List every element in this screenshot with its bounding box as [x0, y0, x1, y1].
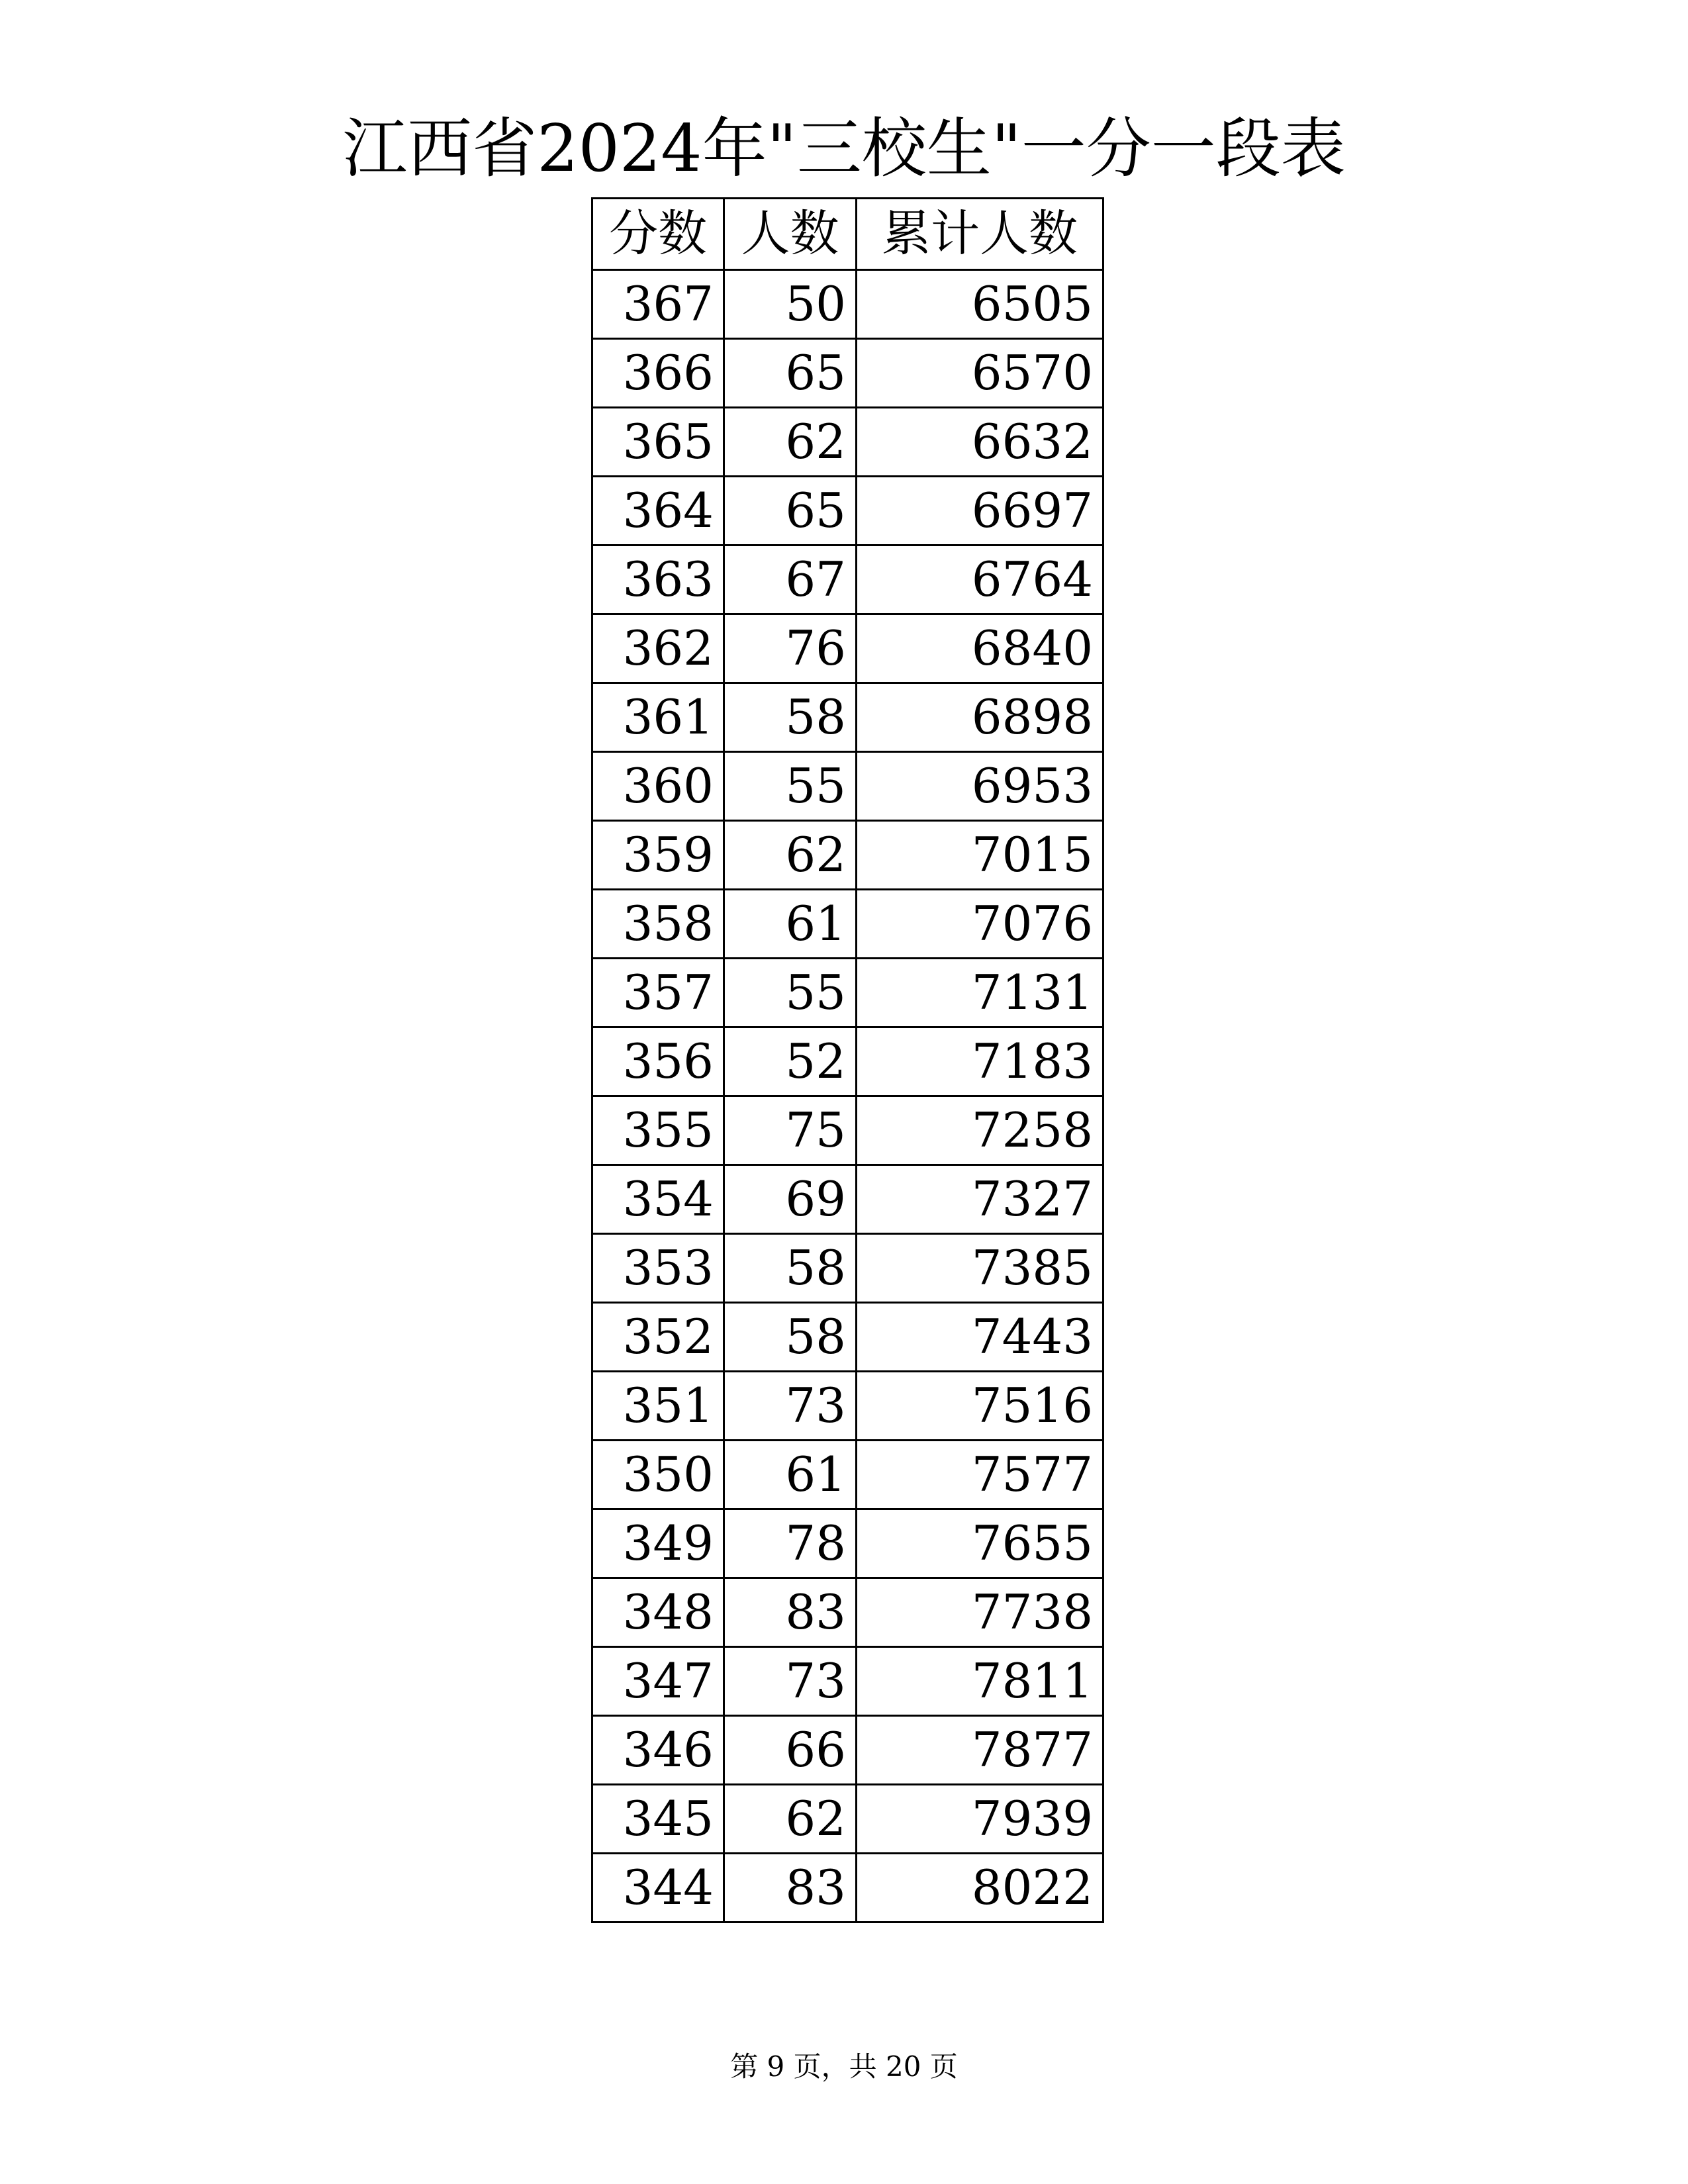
table-row	[592, 1578, 1103, 1647]
table-row	[592, 1096, 1103, 1165]
cell-count: 65	[724, 339, 857, 408]
table-row	[592, 1716, 1103, 1785]
cell-score: 358	[592, 890, 724, 959]
cell-count: 58	[724, 683, 857, 752]
cell-cumulative: 6953	[857, 752, 1103, 821]
cell-count: 62	[724, 821, 857, 890]
cell-score: 348	[592, 1578, 724, 1647]
cell-score: 346	[592, 1716, 724, 1785]
table-row	[592, 683, 1103, 752]
cell-score: 344	[592, 1854, 724, 1923]
table-row	[592, 1027, 1103, 1096]
table-row	[592, 546, 1103, 614]
table-row	[592, 1165, 1103, 1234]
cell-count: 52	[724, 1027, 857, 1096]
column-header-cumulative: 累计人数	[857, 199, 1103, 270]
cell-count: 61	[724, 1441, 857, 1509]
cell-score: 356	[592, 1027, 724, 1096]
cell-score: 360	[592, 752, 724, 821]
table-header-row	[592, 199, 1103, 270]
cell-cumulative: 7655	[857, 1509, 1103, 1578]
cell-score: 351	[592, 1372, 724, 1441]
cell-cumulative: 7811	[857, 1647, 1103, 1716]
table-row	[592, 1303, 1103, 1372]
cell-count: 73	[724, 1647, 857, 1716]
table-row	[592, 959, 1103, 1027]
cell-score: 357	[592, 959, 724, 1027]
cell-score: 361	[592, 683, 724, 752]
cell-cumulative: 6697	[857, 477, 1103, 546]
cell-cumulative: 7939	[857, 1785, 1103, 1854]
cell-score: 349	[592, 1509, 724, 1578]
page-footer: 第 9 页，共 20 页	[730, 2050, 958, 2083]
cell-cumulative: 7015	[857, 821, 1103, 890]
cell-cumulative: 7385	[857, 1234, 1103, 1303]
cell-score: 364	[592, 477, 724, 546]
table-row	[592, 1647, 1103, 1716]
table-row	[592, 1854, 1103, 1923]
table-row	[592, 1441, 1103, 1509]
table-row	[592, 408, 1103, 477]
cell-count: 66	[724, 1716, 857, 1785]
cell-count: 69	[724, 1165, 857, 1234]
cell-count: 58	[724, 1303, 857, 1372]
cell-count: 78	[724, 1509, 857, 1578]
cell-score: 352	[592, 1303, 724, 1372]
cell-score: 359	[592, 821, 724, 890]
cell-score: 362	[592, 614, 724, 683]
cell-cumulative: 6764	[857, 546, 1103, 614]
table-row	[592, 1785, 1103, 1854]
table-row	[592, 1372, 1103, 1441]
cell-cumulative: 6505	[857, 270, 1103, 339]
cell-count: 50	[724, 270, 857, 339]
cell-count: 55	[724, 752, 857, 821]
cell-count: 83	[724, 1854, 857, 1923]
cell-cumulative: 7443	[857, 1303, 1103, 1372]
cell-score: 350	[592, 1441, 724, 1509]
table-body	[592, 270, 1103, 1923]
table-row	[592, 270, 1103, 339]
cell-count: 58	[724, 1234, 857, 1303]
table-row	[592, 614, 1103, 683]
table-row	[592, 1509, 1103, 1578]
cell-cumulative: 7076	[857, 890, 1103, 959]
cell-cumulative: 6898	[857, 683, 1103, 752]
cell-score: 355	[592, 1096, 724, 1165]
cell-count: 62	[724, 408, 857, 477]
column-header-count: 人数	[724, 199, 857, 270]
score-distribution-table	[591, 197, 1104, 1923]
cell-count: 67	[724, 546, 857, 614]
table-row	[592, 339, 1103, 408]
cell-score: 366	[592, 339, 724, 408]
cell-cumulative: 7131	[857, 959, 1103, 1027]
cell-count: 75	[724, 1096, 857, 1165]
column-header-score: 分数	[592, 199, 724, 270]
table-row	[592, 752, 1103, 821]
cell-cumulative: 6840	[857, 614, 1103, 683]
cell-score: 345	[592, 1785, 724, 1854]
cell-cumulative: 6632	[857, 408, 1103, 477]
cell-cumulative: 7183	[857, 1027, 1103, 1096]
table-row	[592, 477, 1103, 546]
cell-score: 363	[592, 546, 724, 614]
cell-cumulative: 7327	[857, 1165, 1103, 1234]
cell-count: 55	[724, 959, 857, 1027]
table-row	[592, 1234, 1103, 1303]
cell-cumulative: 8022	[857, 1854, 1103, 1923]
cell-cumulative: 6570	[857, 339, 1103, 408]
cell-score: 367	[592, 270, 724, 339]
cell-cumulative: 7516	[857, 1372, 1103, 1441]
cell-score: 365	[592, 408, 724, 477]
table-row	[592, 821, 1103, 890]
cell-score: 354	[592, 1165, 724, 1234]
cell-cumulative: 7258	[857, 1096, 1103, 1165]
cell-count: 73	[724, 1372, 857, 1441]
cell-count: 83	[724, 1578, 857, 1647]
cell-score: 347	[592, 1647, 724, 1716]
cell-cumulative: 7877	[857, 1716, 1103, 1785]
cell-count: 76	[724, 614, 857, 683]
cell-count: 65	[724, 477, 857, 546]
page-title: 江西省2024年"三校生"一分一段表	[342, 111, 1346, 187]
cell-score: 353	[592, 1234, 724, 1303]
cell-count: 61	[724, 890, 857, 959]
cell-cumulative: 7738	[857, 1578, 1103, 1647]
table-row	[592, 890, 1103, 959]
cell-count: 62	[724, 1785, 857, 1854]
cell-cumulative: 7577	[857, 1441, 1103, 1509]
